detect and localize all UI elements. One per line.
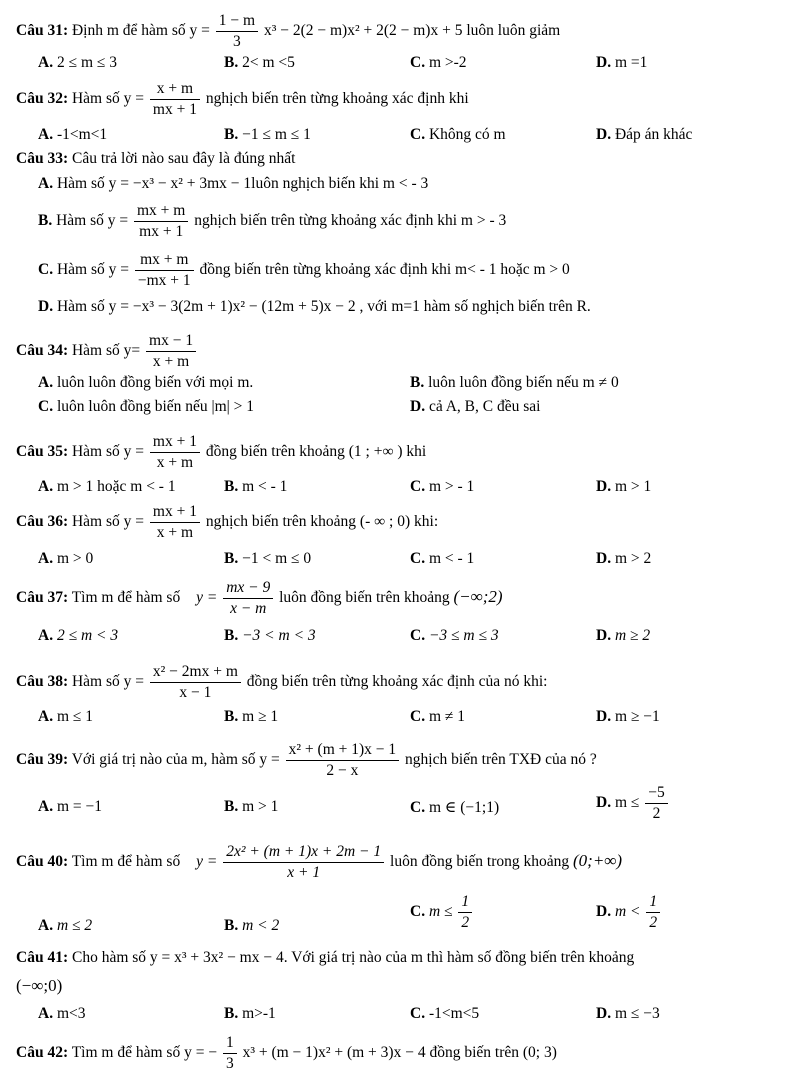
option-d: D. m > 1 (596, 478, 652, 495)
denominator: 2 (652, 804, 661, 822)
numerator: 2x² + (m + 1)x + 2m − 1 (223, 843, 384, 863)
question-label: Câu 42: (16, 1043, 69, 1061)
question-text: x³ + (m − 1)x² + (m + 3)x − 4 đồng biến trên (0; 3) (242, 1043, 557, 1061)
function-lhs: y = (196, 852, 218, 870)
question-text: Định m để hàm số y = (71, 21, 210, 39)
option-b: B. m < 2 (224, 917, 280, 934)
option-b: B. m > 1 (224, 798, 279, 815)
question-text: Hàm số y = (71, 89, 145, 107)
denominator: x + 1 (287, 863, 321, 881)
option-c: C. m ≠ 1 (410, 708, 466, 725)
fraction (134, 202, 188, 241)
fraction (146, 332, 196, 371)
option-a: A. luôn luôn đồng biến với mọi m. (38, 374, 254, 391)
option-c: C. luôn luôn đồng biến nếu |m| > 1 (38, 398, 255, 415)
numerator: mx + m (134, 202, 188, 222)
options-35 (0, 478, 800, 498)
option-c: C. Không có m (410, 126, 506, 143)
denominator: x − 1 (179, 683, 212, 701)
question-32 (16, 80, 469, 119)
question-text: luôn đồng biến trên khoảng (279, 588, 450, 606)
option-b: B. m>-1 (224, 1005, 276, 1022)
fraction (150, 80, 200, 119)
numerator: mx − 9 (223, 579, 273, 599)
option-a: A. -1<m<1 (38, 126, 108, 143)
fraction (646, 893, 660, 932)
denominator: 3 (225, 1054, 234, 1072)
option-b: B. −1 ≤ m ≤ 1 (224, 126, 311, 143)
option-d: D. m ≥ −1 (596, 708, 660, 725)
option-a: A. m = −1 (38, 798, 102, 815)
question-text: Hàm số y = (71, 442, 145, 460)
question-40 (16, 843, 622, 882)
option-c: C. m ∈ (−1;1) (410, 799, 500, 816)
fraction (223, 579, 273, 618)
option-d: D. Đáp án khác (596, 126, 693, 143)
question-label: Câu 37: (16, 588, 69, 606)
denominator: −mx + 1 (137, 271, 191, 289)
option-d: D. m ≤ −3 (596, 1005, 660, 1022)
option-c: C. Hàm số y = $\frac{mx + m}{-mx + 1}$ đồng biến trên từng khoảng xác định khi m< - 1 hoặc m > 0 (38, 251, 570, 289)
question-label: Câu 41: (16, 949, 69, 966)
numerator: 1 (223, 1034, 237, 1054)
question-label: Câu 32: (16, 89, 69, 107)
options-34-row1 (0, 374, 800, 394)
question-text: Tìm m để hàm số (71, 588, 181, 606)
option-c: C. m < - 1 (410, 550, 475, 567)
numerator: x² − 2mx + m (150, 663, 241, 683)
denominator: x + m (156, 523, 194, 541)
denominator: 3 (233, 32, 241, 50)
option-c: C. −3 ≤ m ≤ 3 (410, 627, 499, 644)
fraction (645, 784, 668, 823)
numerator: 1 − m (216, 12, 258, 32)
options-31 (0, 54, 800, 74)
question-text: nghịch biến trên khoảng (- ∞ ; 0) khi: (205, 512, 439, 530)
denominator: 2 − x (326, 761, 359, 779)
interval: (−∞;0) (16, 976, 63, 995)
fraction (135, 251, 194, 290)
option-d: D. Hàm số y = −x³ − 3(2m + 1)x² − (12m + 5)x − 2 , với m=1 hàm số nghịch biến trên R. (38, 298, 591, 315)
options-34-row2 (0, 398, 800, 418)
question-text: Hàm số y= (71, 341, 141, 359)
options-40 (0, 893, 800, 934)
question-text: luôn đồng biến trong khoảng (390, 852, 570, 870)
option-a: A. m<3 (38, 1005, 86, 1022)
option-a: A. 2 ≤ m ≤ 3 (38, 54, 118, 71)
question-35 (16, 433, 426, 472)
question-label: Câu 35: (16, 442, 69, 460)
options-39 (0, 784, 800, 822)
question-34 (16, 332, 198, 371)
options-38 (0, 708, 800, 728)
numerator: mx + m (135, 251, 194, 271)
option-b: B. 2< m <5 (224, 54, 295, 71)
fraction (223, 1034, 237, 1073)
function-lhs: y = (196, 588, 218, 606)
numerator: 1 (646, 893, 660, 913)
option-a: A. 2 ≤ m < 3 (38, 627, 119, 644)
numerator: x + m (150, 80, 200, 100)
interval: (−∞;2) (453, 586, 503, 606)
option-a: A. m ≤ 2 (38, 917, 93, 934)
options-32 (0, 126, 800, 146)
option-b: B. m < - 1 (224, 478, 288, 495)
denominator: x + m (152, 352, 190, 370)
option-b: B. m ≥ 1 (224, 708, 279, 725)
denominator: x − m (230, 599, 267, 617)
option-d: D. m > 2 (596, 550, 652, 567)
numerator: mx + 1 (150, 503, 200, 523)
question-label: Câu 39: (16, 750, 69, 768)
question-label: Câu 38: (16, 672, 69, 690)
option-b: B. luôn luôn đồng biến nếu m ≠ 0 (410, 374, 619, 391)
option-a: A. m > 0 (38, 550, 94, 567)
option-a: A. m ≤ 1 (38, 708, 94, 725)
question-text: x³ − 2(2 − m)x² + 2(2 − m)x + 5 luôn luôn giảm (263, 21, 561, 39)
question-33 (16, 151, 295, 167)
question-text: Tìm m để hàm số (71, 852, 181, 870)
fraction (223, 843, 384, 882)
question-36 (16, 503, 438, 542)
question-label: Câu 31: (16, 21, 69, 39)
option-c: C. m > - 1 (410, 478, 475, 495)
question-text: Hàm số y = (71, 512, 145, 530)
question-38 (16, 663, 547, 702)
question-label: Câu 40: (16, 852, 69, 870)
question-label: Câu 34: (16, 341, 69, 359)
option-b: B. Hàm số y = $\frac{mx + m}{mx + 1}$ nghịch biến trên từng khoảng xác định khi m > - 3 (38, 202, 507, 240)
option-b: B. −1 < m ≤ 0 (224, 550, 312, 567)
option-c: C. m ≤ $\frac{1}{2}$ (410, 893, 474, 932)
option-d: D. m ≤ $\frac{-5}{2}$ (596, 784, 670, 823)
fraction (216, 12, 258, 51)
numerator: 1 (458, 893, 472, 913)
question-31 (16, 12, 560, 51)
option-c: C. -1<m<5 (410, 1005, 480, 1022)
question-41 (16, 950, 786, 966)
question-37 (16, 579, 503, 618)
question-text: nghịch biến trên TXĐ của nó ? (405, 750, 597, 768)
question-text: Câu trả lời nào sau đây là đúng nhất (71, 150, 296, 167)
denominator: mx + 1 (152, 100, 197, 118)
fraction (150, 663, 241, 702)
option-d: D. m =1 (596, 54, 648, 71)
denominator: 2 (461, 913, 470, 931)
fraction (286, 741, 400, 780)
option-c: C. m >-2 (410, 54, 467, 71)
question-text: Cho hàm số y = x³ + 3x² − mx − 4. Với giá trị nào của m thì hàm số đồng biến trên khoảng (71, 949, 635, 966)
option-a: A. m > 1 hoặc m < - 1 (38, 478, 176, 495)
option-d: D. m < $\frac{1}{2}$ (596, 893, 662, 932)
fraction (458, 893, 472, 932)
option-d: D. cả A, B, C đều sai (410, 398, 541, 415)
question-text: nghịch biến trên từng khoảng xác định khi (205, 89, 469, 107)
denominator: mx + 1 (139, 222, 184, 240)
fraction (150, 433, 200, 472)
question-text: đồng biến trên khoảng (1 ; +∞ ) khi (205, 442, 427, 460)
numerator: x² + (m + 1)x − 1 (286, 741, 400, 761)
option-b: B. −3 < m < 3 (224, 627, 316, 644)
question-39 (16, 741, 597, 780)
question-42 (16, 1034, 557, 1073)
question-text: đồng biến trên từng khoảng xác định của nó khi: (246, 672, 548, 690)
numerator: −5 (645, 784, 668, 804)
options-36 (0, 550, 800, 570)
question-text: Với giá trị nào của m, hàm số y = (71, 750, 280, 768)
options-41 (0, 1005, 800, 1025)
question-label: Câu 33: (16, 150, 69, 167)
numerator: mx − 1 (146, 332, 196, 352)
denominator: 2 (649, 913, 658, 931)
options-37 (0, 627, 800, 647)
fraction (150, 503, 200, 542)
option-a: A. Hàm số y = −x³ − x² + 3mx − 1luôn nghịch biến khi m < - 3 (38, 175, 429, 192)
numerator: mx + 1 (150, 433, 200, 453)
question-text: Hàm số y = (71, 672, 145, 690)
question-text: Tìm m để hàm số y = − (71, 1043, 218, 1061)
option-d: D. m ≥ 2 (596, 627, 651, 644)
question-label: Câu 36: (16, 512, 69, 530)
denominator: x + m (156, 453, 194, 471)
interval: (0;+∞) (573, 850, 623, 870)
